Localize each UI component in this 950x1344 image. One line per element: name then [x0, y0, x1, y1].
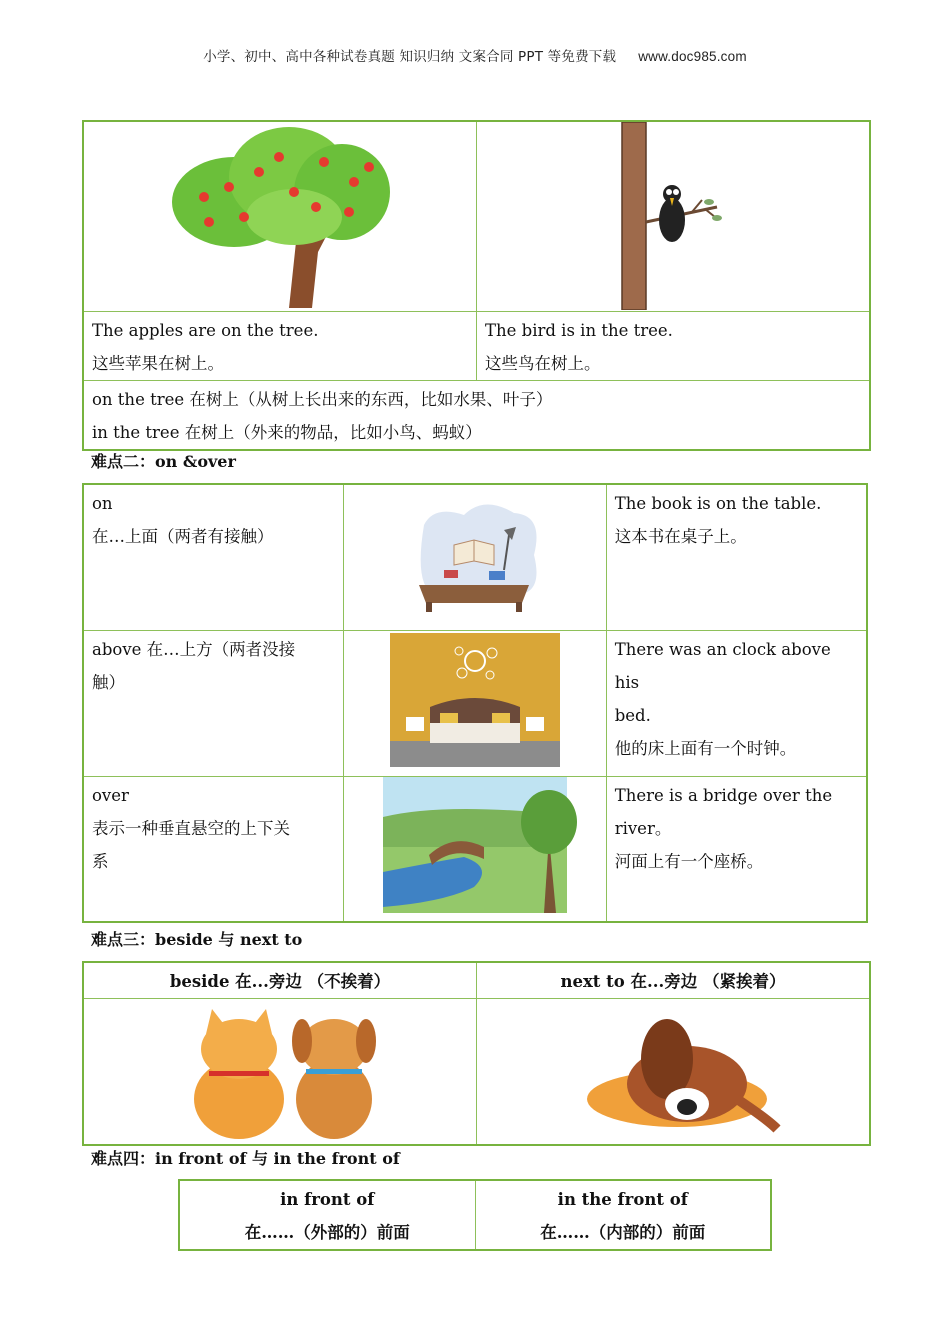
nextto-image-cell [477, 999, 871, 1145]
section-2-title: 难点二：on &over [91, 452, 236, 471]
apples-sentence-cn: 这些苹果在树上。 [92, 353, 224, 373]
above-word-cell [83, 630, 343, 776]
above-example-cell [606, 630, 867, 776]
bed-image [344, 631, 606, 775]
cat-dog-together-image [477, 999, 869, 1143]
on-example-cn: 这本书在桌子上。 [614, 527, 747, 546]
in-the-front-of-cn: 在……（内部的）前面 [540, 1223, 706, 1242]
on-example-cell [606, 484, 867, 630]
over-example-line2: river。 [614, 818, 672, 838]
header-text: 小学、初中、高中各种试卷真题 知识归纳 文案合同 PPT 等免费下载 [203, 49, 617, 65]
bird-sentence-en: The bird is in the tree. [485, 320, 673, 340]
apple-tree-image [84, 122, 476, 310]
bed-image-cell [343, 630, 606, 776]
bird-sentence-cn: 这些鸟在树上。 [485, 353, 601, 373]
nextto-header: next to 在...旁边 （紧挨着） [477, 962, 871, 999]
in-the-front-of-en: in the front of [557, 1190, 688, 1209]
on-meaning: 在…上面（两者有接触） [92, 527, 274, 546]
on-example-en: The book is on the table. [614, 494, 822, 513]
on-in-tree-table [82, 120, 871, 451]
desk-image-cell [343, 484, 606, 630]
apples-sentence-cell [83, 311, 477, 380]
in-front-of-cn: 在……（外部的）前面 [244, 1223, 410, 1242]
beside-nextto-table [82, 961, 871, 1146]
note-in-tree: in the tree 在树上（外来的物品，比如小鸟、蚂蚁） [92, 422, 482, 442]
in-front-of-cell [179, 1180, 475, 1250]
over-example-cn: 河面上有一个座桥。 [614, 851, 764, 871]
bridge-image [344, 777, 606, 921]
beside-image-cell [83, 999, 477, 1145]
over-example-cell [606, 776, 867, 922]
above-example-cn: 他的床上面有一个时钟。 [614, 738, 797, 758]
tree-notes-cell [83, 380, 870, 450]
bird-tree-image [477, 122, 869, 310]
over-word-cell [83, 776, 343, 922]
beside-header: beside 在...旁边 （不挨着） [83, 962, 477, 999]
desk-image [344, 485, 606, 629]
above-meaning: 触） [92, 672, 125, 692]
above-word: above 在…上方（两者没接 [92, 639, 296, 659]
apple-tree-image-cell [83, 121, 477, 311]
over-meaning: 表示一种垂直悬空的上下关 [92, 818, 290, 838]
section-3-title: 难点三：beside 与 next to [91, 930, 303, 949]
header-url[interactable]: www.doc985.com [638, 49, 747, 64]
in-front-of-table [178, 1179, 772, 1251]
apples-sentence-en: The apples are on the tree. [92, 320, 319, 340]
in-front-of-en: in front of [280, 1190, 375, 1209]
above-example-line2: bed. [614, 705, 651, 725]
over-meaning-cont: 系 [92, 851, 109, 871]
page-header [0, 45, 950, 65]
above-example-line1: There was an clock above his [614, 639, 831, 692]
over-word: over [92, 785, 129, 805]
section-4-title: 难点四：in front of 与 in the front of [91, 1149, 400, 1168]
in-the-front-of-cell [475, 1180, 771, 1250]
bridge-image-cell [343, 776, 606, 922]
on-over-table [82, 483, 868, 923]
note-on-tree: on the tree 在树上（从树上长出来的东西，比如水果、叶子） [92, 389, 553, 409]
on-word: on [92, 494, 113, 513]
on-word-cell [83, 484, 343, 630]
bird-tree-image-cell [477, 121, 871, 311]
bird-sentence-cell [477, 311, 871, 380]
over-example-line1: There is a bridge over the [614, 785, 833, 805]
cat-dog-apart-image [84, 999, 476, 1143]
